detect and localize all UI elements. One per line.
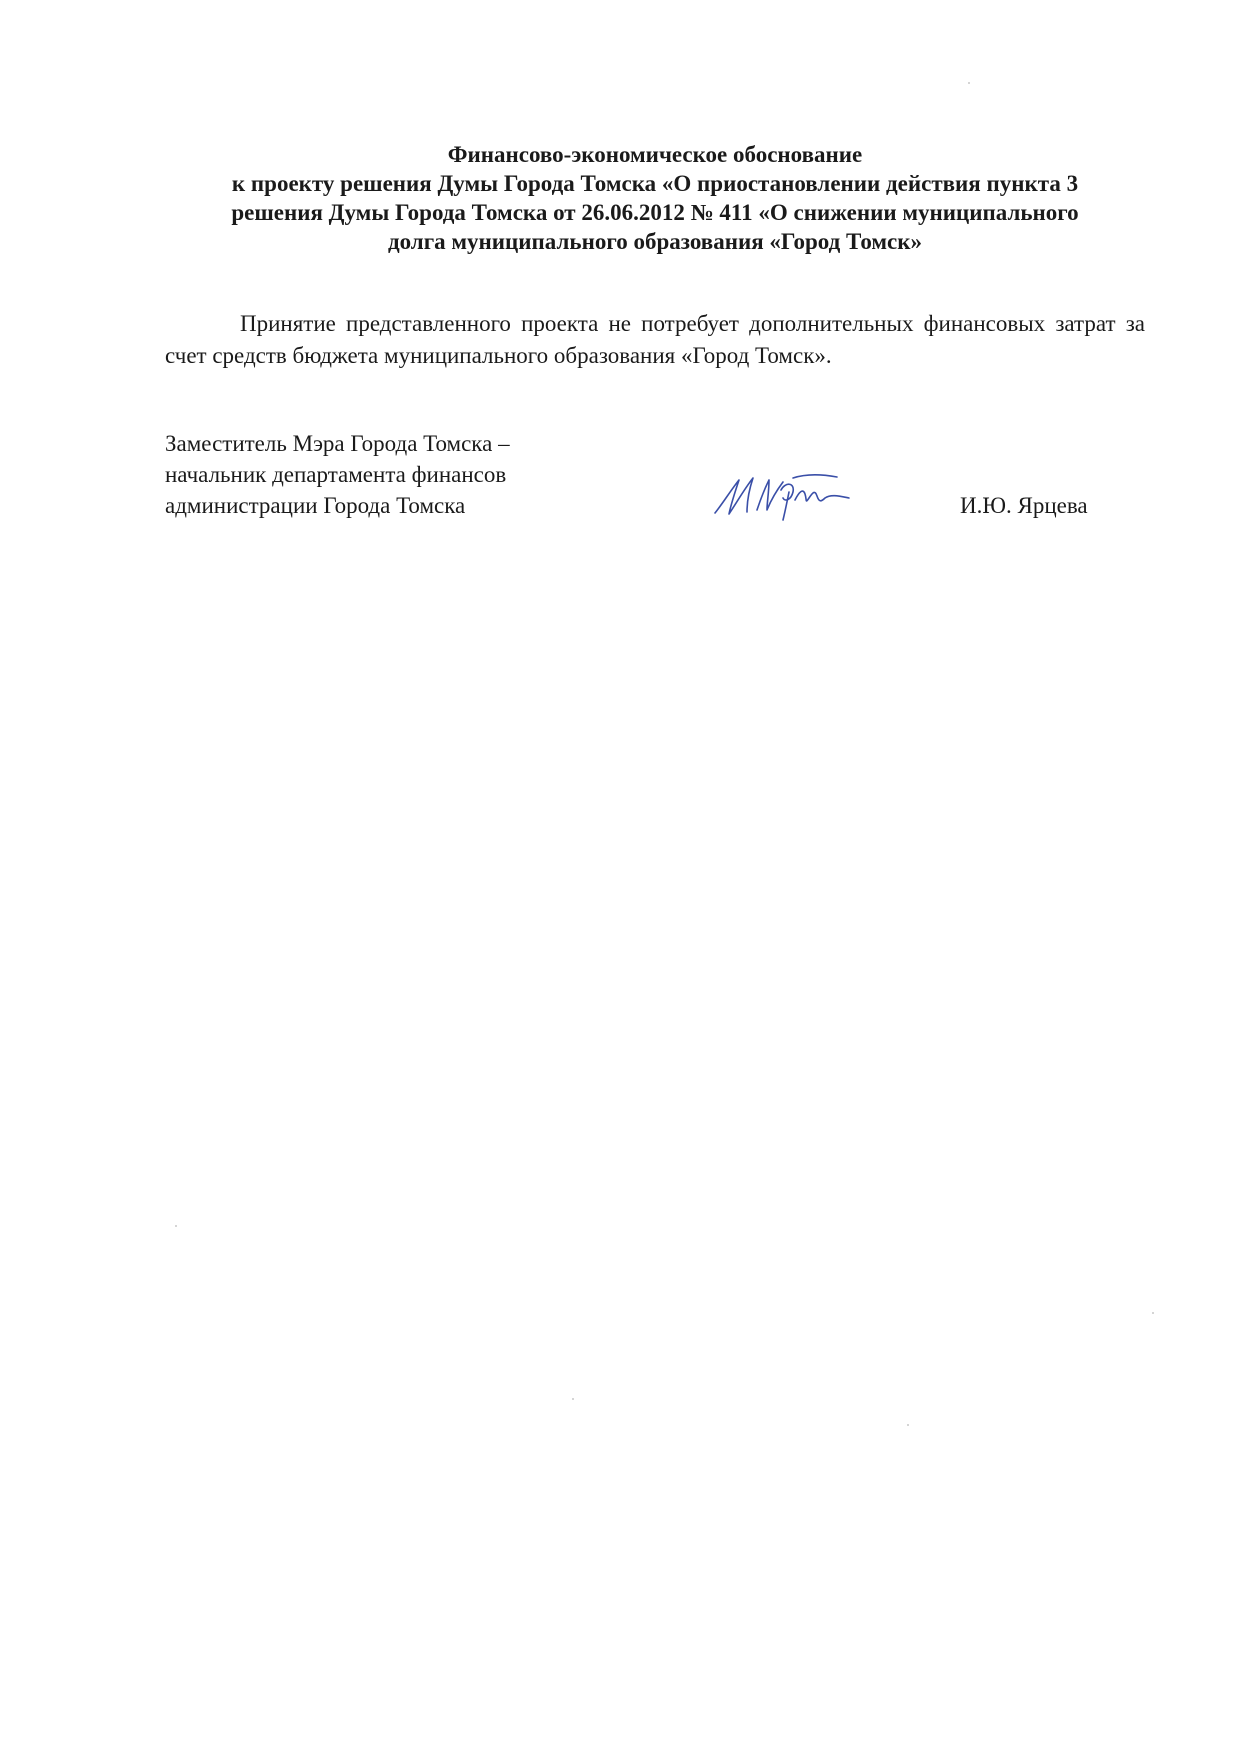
title-line: Финансово-экономическое обоснование [447, 142, 863, 167]
signer-position-line: начальник департамента финансов [165, 462, 507, 487]
title-line: долга муниципального образования «Город Томск» [387, 229, 923, 254]
scan-artifact [907, 1424, 909, 1426]
scan-artifact [175, 1225, 177, 1227]
handwritten-signature [705, 468, 855, 523]
title-line: решения Думы Города Томска от 26.06.2012 № 411 «О снижении муниципального [231, 200, 1079, 225]
scan-artifact [968, 82, 970, 84]
signature-block [165, 428, 1145, 538]
title-line: к проекту решения Думы Города Томска «О приостановлении действия пункта 3 [231, 171, 1079, 196]
scan-artifact [572, 1398, 574, 1400]
signer-position [165, 428, 510, 521]
scan-artifact [1152, 1312, 1154, 1314]
signer-position-line: администрации Города Томска [165, 493, 466, 518]
body-paragraph: Принятие представленного проекта не потребует дополнительных финансовых затрат за счет средств бюджета муниципального образования «Город Томск». [165, 311, 1145, 368]
signer-position-line: Заместитель Мэра Города Томска – [165, 431, 510, 456]
document-title [160, 140, 1150, 256]
signer-name: И.Ю. Ярцева [960, 493, 1088, 518]
